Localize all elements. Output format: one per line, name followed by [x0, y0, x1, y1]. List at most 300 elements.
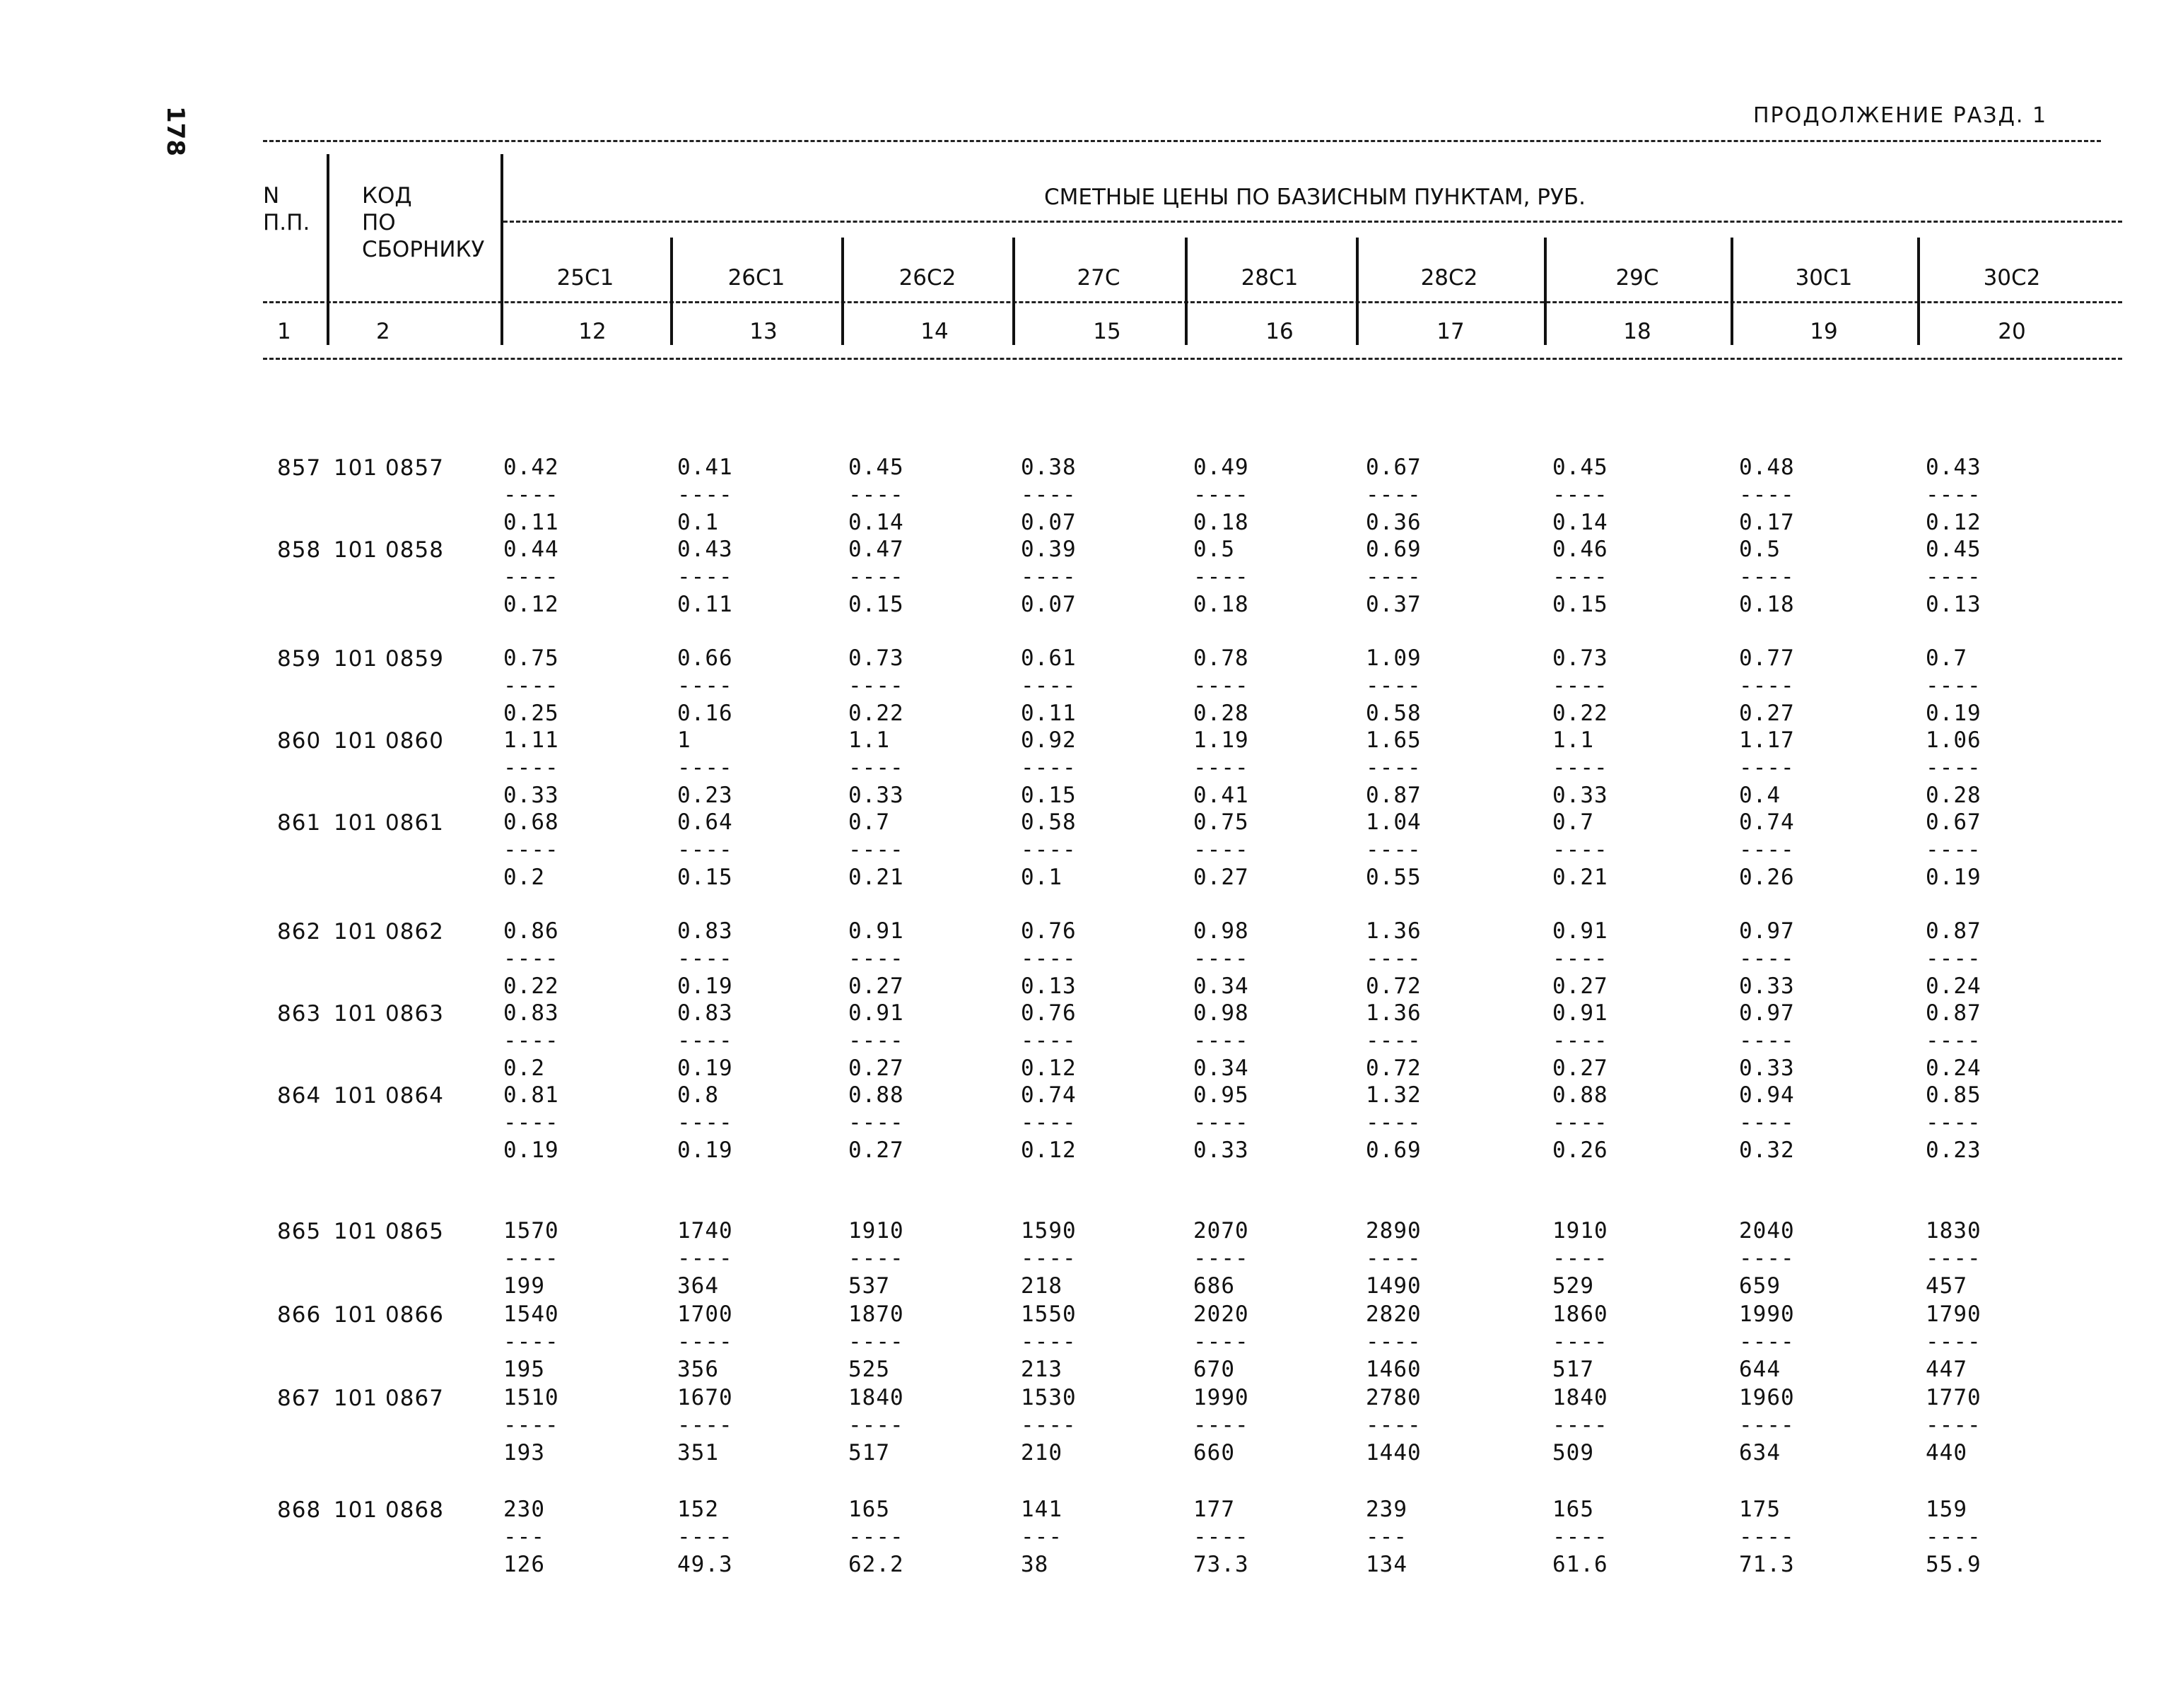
row-number: 867	[277, 1386, 322, 1411]
price-cell	[848, 536, 904, 619]
price-wage: 517	[1552, 1357, 1594, 1382]
price-cell	[1926, 1301, 1981, 1384]
price-wage: 0.18	[1739, 592, 1795, 617]
fraction-bar: ----	[677, 482, 733, 508]
price-wage: 0.27	[848, 1055, 904, 1081]
price-cell	[1366, 1082, 1422, 1164]
fraction-bar: ----	[1193, 564, 1249, 590]
fraction-bar: ----	[1552, 1329, 1608, 1355]
price-total: 1570	[503, 1218, 559, 1244]
price-total: 0.76	[1021, 918, 1077, 944]
price-wage: 218	[1021, 1273, 1062, 1299]
fraction-bar: ----	[848, 946, 904, 971]
row-code: 101 0867	[334, 1386, 444, 1411]
price-cell	[1366, 454, 1422, 537]
price-total: 0.5	[1193, 537, 1235, 562]
price-wage: 0.27	[1552, 1055, 1608, 1081]
header-point: 28С1	[1241, 265, 1299, 291]
price-wage: 0.34	[1193, 973, 1249, 999]
price-cell	[1552, 536, 1608, 619]
price-cell	[677, 809, 733, 891]
price-wage: 0.26	[1739, 865, 1795, 890]
price-wage: 0.12	[1021, 1055, 1077, 1081]
price-cell	[677, 918, 733, 1000]
column-number: 16	[1265, 319, 1294, 344]
row-code: 101 0868	[334, 1497, 444, 1523]
price-total: 1670	[677, 1385, 733, 1410]
price-total: 2820	[1366, 1302, 1422, 1327]
price-wage: 0.07	[1021, 510, 1077, 535]
price-cell	[677, 1082, 733, 1164]
price-wage: 634	[1739, 1440, 1781, 1466]
price-cell	[1739, 454, 1795, 537]
fraction-bar: ----	[1193, 946, 1249, 971]
price-wage: 0.32	[1739, 1137, 1795, 1163]
fraction-bar: ----	[1739, 755, 1795, 780]
fraction-bar: ----	[1739, 1110, 1795, 1135]
price-cell	[677, 1496, 733, 1579]
price-cell	[1926, 809, 1981, 891]
fraction-bar: ----	[677, 946, 733, 971]
price-wage: 0.18	[1193, 592, 1249, 617]
price-wage: 0.24	[1926, 1055, 1981, 1081]
price-wage: 38	[1021, 1552, 1049, 1577]
separator-code	[500, 154, 503, 345]
price-total: 0.78	[1193, 645, 1249, 671]
fraction-bar: ----	[1366, 837, 1422, 862]
price-wage: 0.24	[1926, 973, 1981, 999]
fraction-bar: ----	[1021, 1412, 1077, 1438]
price-total: 0.91	[1552, 918, 1608, 944]
price-total: 0.77	[1739, 645, 1795, 671]
fraction-bar: ----	[1021, 1329, 1077, 1355]
fraction-bar: ----	[1193, 1412, 1249, 1438]
fraction-bar: ----	[1552, 1246, 1608, 1271]
price-total: 0.91	[1552, 1000, 1608, 1026]
price-cell	[1021, 1000, 1077, 1082]
price-total: 0.45	[1926, 537, 1981, 562]
price-wage: 0.2	[503, 1055, 545, 1081]
price-wage: 0.22	[503, 973, 559, 999]
fraction-bar: ----	[848, 837, 904, 862]
fraction-bar: ----	[1739, 1246, 1795, 1271]
price-total: 230	[503, 1497, 545, 1522]
header-point: 28С2	[1420, 265, 1478, 291]
fraction-bar: ----	[848, 673, 904, 698]
header-point: 26С1	[727, 265, 785, 291]
fraction-bar: ----	[677, 1028, 733, 1053]
price-total: 0.98	[1193, 918, 1249, 944]
separator-13	[670, 238, 673, 345]
fraction-bar: ----	[1552, 482, 1608, 508]
price-wage: 0.55	[1366, 865, 1422, 890]
column-number: 18	[1623, 319, 1651, 344]
price-cell	[1739, 727, 1795, 809]
row-number: 859	[277, 646, 322, 672]
price-cell	[1366, 536, 1422, 619]
column-number: 19	[1810, 319, 1838, 344]
fraction-bar: ----	[1193, 755, 1249, 780]
price-wage: 0.11	[677, 592, 733, 617]
price-wage: 356	[677, 1357, 719, 1382]
price-total: 0.7	[1926, 645, 1967, 671]
price-cell	[1552, 918, 1608, 1000]
price-cell	[1021, 1496, 1062, 1579]
price-total: 1770	[1926, 1385, 1981, 1410]
price-cell	[1366, 727, 1422, 809]
price-wage: 71.3	[1739, 1552, 1795, 1577]
price-cell	[848, 1217, 904, 1300]
price-cell	[1193, 1384, 1249, 1467]
price-total: 0.73	[1552, 645, 1608, 671]
price-total: 0.7	[1552, 809, 1594, 835]
price-total: 0.38	[1021, 455, 1077, 480]
price-total: 0.43	[677, 537, 733, 562]
price-cell	[848, 727, 904, 809]
price-cell	[503, 918, 559, 1000]
fraction-bar: ----	[1366, 1110, 1422, 1135]
price-wage: 0.72	[1366, 973, 1422, 999]
fraction-bar: ----	[848, 1246, 904, 1271]
price-cell	[1366, 1301, 1422, 1384]
price-cell	[1552, 1301, 1608, 1384]
price-cell	[1552, 1082, 1608, 1164]
fraction-bar: ----	[1021, 482, 1077, 508]
rule-top	[263, 140, 2101, 142]
fraction-bar: ----	[1021, 837, 1077, 862]
separator-14	[841, 238, 844, 345]
fraction-bar: ----	[1552, 1412, 1608, 1438]
price-cell	[1552, 727, 1608, 809]
price-wage: 447	[1926, 1357, 1967, 1382]
price-total: 239	[1366, 1497, 1407, 1522]
price-cell	[848, 1384, 904, 1467]
price-cell	[1926, 1000, 1981, 1082]
price-cell	[1021, 809, 1077, 891]
price-total: 0.67	[1926, 809, 1981, 835]
header-point: 25С1	[556, 265, 614, 291]
header-point: 30С1	[1795, 265, 1853, 291]
price-cell	[1552, 1000, 1608, 1082]
price-total: 0.69	[1366, 537, 1422, 562]
column-number: 14	[920, 319, 949, 344]
fraction-bar: ----	[1926, 482, 1981, 508]
separator-15	[1012, 238, 1015, 345]
fraction-bar: ----	[1926, 1246, 1981, 1271]
price-cell	[677, 1301, 733, 1384]
fraction-bar: ----	[503, 946, 559, 971]
price-total: 0.47	[848, 537, 904, 562]
price-total: 1.11	[503, 727, 559, 753]
fraction-bar: ----	[1366, 673, 1422, 698]
price-wage: 0.72	[1366, 1055, 1422, 1081]
price-cell	[848, 454, 904, 537]
price-wage: 351	[677, 1440, 719, 1466]
price-wage: 0.33	[1552, 783, 1608, 808]
price-total: 0.83	[503, 1000, 559, 1026]
price-cell	[1552, 645, 1608, 727]
fraction-bar: ----	[503, 1110, 559, 1135]
row-number: 865	[277, 1219, 322, 1244]
price-wage: 0.15	[1021, 783, 1077, 808]
price-cell	[1926, 645, 1981, 727]
separator-19	[1731, 238, 1733, 345]
price-wage: 61.6	[1552, 1552, 1608, 1577]
row-code: 101 0862	[334, 919, 444, 944]
row-code: 101 0859	[334, 646, 444, 672]
price-total: 0.91	[848, 918, 904, 944]
header-group-title: СМЕТНЫЕ ЦЕНЫ ПО БАЗИСНЫМ ПУНКТАМ, РУБ.	[1043, 185, 1586, 210]
fraction-bar: ----	[1193, 1110, 1249, 1135]
price-cell	[1021, 1082, 1077, 1164]
price-total: 1790	[1926, 1302, 1981, 1327]
price-wage: 0.14	[848, 510, 904, 535]
fraction-bar: ----	[1193, 837, 1249, 862]
price-total: 0.64	[677, 809, 733, 835]
header-n	[263, 182, 310, 236]
price-cell	[677, 536, 733, 619]
price-wage: 0.19	[1926, 701, 1981, 726]
fraction-bar: ----	[1021, 1246, 1077, 1271]
price-cell	[1739, 1384, 1795, 1467]
price-total: 1.65	[1366, 727, 1422, 753]
fraction-bar: ----	[677, 1110, 733, 1135]
fraction-bar: ----	[1926, 564, 1981, 590]
price-total: 0.68	[503, 809, 559, 835]
fraction-bar: ----	[1193, 1524, 1249, 1550]
price-total: 0.87	[1926, 918, 1981, 944]
price-cell	[1926, 536, 1981, 619]
fraction-bar: ---	[1366, 1524, 1407, 1550]
price-total: 0.45	[848, 455, 904, 480]
price-total: 0.83	[677, 918, 733, 944]
price-wage: 0.27	[1552, 973, 1608, 999]
price-total: 0.87	[1926, 1000, 1981, 1026]
fraction-bar: ----	[1366, 1246, 1422, 1271]
price-total: 1990	[1193, 1385, 1249, 1410]
fraction-bar: ----	[503, 837, 559, 862]
price-cell	[1193, 1082, 1249, 1164]
price-wage: 0.27	[1739, 701, 1795, 726]
price-total: 1.36	[1366, 918, 1422, 944]
price-cell	[1739, 1082, 1795, 1164]
price-wage: 0.28	[1926, 783, 1981, 808]
price-total: 0.88	[1552, 1082, 1608, 1108]
price-cell	[848, 1082, 904, 1164]
price-cell	[1552, 1384, 1608, 1467]
fraction-bar: ----	[1926, 1412, 1981, 1438]
header-code-line: ПО	[362, 210, 396, 235]
price-total: 0.88	[848, 1082, 904, 1108]
fraction-bar: ----	[848, 1329, 904, 1355]
price-wage: 440	[1926, 1440, 1967, 1466]
price-total: 1.09	[1366, 645, 1422, 671]
price-wage: 0.19	[503, 1137, 559, 1163]
fraction-bar: ----	[848, 1028, 904, 1053]
price-cell	[1739, 1301, 1795, 1384]
price-wage: 0.33	[1739, 1055, 1795, 1081]
price-total: 159	[1926, 1497, 1967, 1522]
price-cell	[1366, 1384, 1422, 1467]
price-wage: 126	[503, 1552, 545, 1577]
price-total: 1550	[1021, 1302, 1077, 1327]
price-total: 0.5	[1739, 537, 1781, 562]
fraction-bar: ---	[503, 1524, 545, 1550]
price-cell	[677, 1000, 733, 1082]
price-wage: 0.19	[677, 1137, 733, 1163]
price-wage: 0.22	[1552, 701, 1608, 726]
price-cell	[677, 727, 733, 809]
price-total: 0.8	[677, 1082, 719, 1108]
fraction-bar: ----	[1021, 755, 1077, 780]
price-total: 0.74	[1021, 1082, 1077, 1108]
price-cell	[677, 1384, 733, 1467]
price-cell	[503, 727, 559, 809]
price-cell	[1021, 536, 1077, 619]
price-total: 1910	[1552, 1218, 1608, 1244]
price-total: 165	[1552, 1497, 1594, 1522]
row-code: 101 0865	[334, 1219, 444, 1244]
separator-18	[1544, 238, 1547, 345]
price-wage: 0.58	[1366, 701, 1422, 726]
price-wage: 0.26	[1552, 1137, 1608, 1163]
price-cell	[1021, 727, 1077, 809]
price-wage: 0.28	[1193, 701, 1249, 726]
price-wage: 55.9	[1926, 1552, 1981, 1577]
price-cell	[677, 645, 733, 727]
price-total: 0.74	[1739, 809, 1795, 835]
fraction-bar: ----	[1193, 1246, 1249, 1271]
price-wage: 0.27	[848, 973, 904, 999]
fraction-bar: ----	[677, 837, 733, 862]
price-total: 1.1	[848, 727, 890, 753]
price-total: 152	[677, 1497, 719, 1522]
price-wage: 0.1	[677, 510, 719, 535]
fraction-bar: ----	[1739, 946, 1795, 971]
price-cell	[1193, 727, 1249, 809]
fraction-bar: ----	[1021, 673, 1077, 698]
price-wage: 660	[1193, 1440, 1235, 1466]
price-wage: 0.12	[1926, 510, 1981, 535]
price-wage: 49.3	[677, 1552, 733, 1577]
price-cell	[1552, 1496, 1608, 1579]
row-number: 862	[277, 919, 322, 944]
price-total: 1	[677, 727, 691, 753]
fraction-bar: ----	[1193, 1028, 1249, 1053]
price-wage: 210	[1021, 1440, 1062, 1466]
fraction-bar: ----	[503, 564, 559, 590]
price-cell	[1193, 1496, 1249, 1579]
row-number: 866	[277, 1302, 322, 1328]
fraction-bar: ----	[1193, 482, 1249, 508]
price-cell	[1193, 454, 1249, 537]
fraction-bar: ----	[677, 1246, 733, 1271]
price-total: 1870	[848, 1302, 904, 1327]
price-cell	[1739, 809, 1795, 891]
price-total: 0.81	[503, 1082, 559, 1108]
price-wage: 0.1	[1021, 865, 1062, 890]
price-total: 1530	[1021, 1385, 1077, 1410]
price-cell	[1739, 1496, 1795, 1579]
fraction-bar: ----	[848, 482, 904, 508]
separator-17	[1356, 238, 1359, 345]
fraction-bar: ----	[1926, 837, 1981, 862]
fraction-bar: ----	[1926, 755, 1981, 780]
price-total: 0.97	[1739, 1000, 1795, 1026]
price-wage: 659	[1739, 1273, 1781, 1299]
price-cell	[1366, 918, 1422, 1000]
price-total: 0.92	[1021, 727, 1077, 753]
price-total: 1740	[677, 1218, 733, 1244]
price-cell	[1366, 1496, 1407, 1579]
fraction-bar: ----	[1552, 755, 1608, 780]
row-code: 101 0858	[334, 537, 444, 563]
price-cell	[1739, 645, 1795, 727]
column-number: 2	[376, 319, 390, 344]
price-wage: 0.87	[1366, 783, 1422, 808]
price-cell	[1926, 918, 1981, 1000]
price-cell	[1021, 645, 1077, 727]
fraction-bar: ----	[1021, 1110, 1077, 1135]
row-number: 863	[277, 1001, 322, 1026]
price-wage: 0.15	[677, 865, 733, 890]
price-total: 1990	[1739, 1302, 1795, 1327]
price-total: 0.98	[1193, 1000, 1249, 1026]
fraction-bar: ----	[1739, 482, 1795, 508]
price-wage: 0.33	[1739, 973, 1795, 999]
price-total: 1.36	[1366, 1000, 1422, 1026]
fraction-bar: ----	[1926, 1028, 1981, 1053]
column-number: 1	[277, 319, 291, 344]
fraction-bar: ----	[503, 1028, 559, 1053]
price-wage: 0.27	[848, 1137, 904, 1163]
price-wage: 1460	[1366, 1357, 1422, 1382]
price-cell	[1926, 1217, 1981, 1300]
price-total: 175	[1739, 1497, 1781, 1522]
price-total: 2020	[1193, 1302, 1249, 1327]
price-total: 1590	[1021, 1218, 1077, 1244]
price-wage: 0.23	[677, 783, 733, 808]
price-cell	[1193, 536, 1249, 619]
price-wage: 529	[1552, 1273, 1594, 1299]
row-number: 861	[277, 810, 322, 836]
fraction-bar: ----	[1193, 1329, 1249, 1355]
fraction-bar: ----	[1926, 946, 1981, 971]
row-code: 101 0857	[334, 455, 444, 481]
row-number: 857	[277, 455, 322, 481]
price-wage: 0.17	[1739, 510, 1795, 535]
price-wage: 0.33	[848, 783, 904, 808]
price-total: 0.42	[503, 455, 559, 480]
fraction-bar: ----	[677, 1412, 733, 1438]
price-cell	[848, 1301, 904, 1384]
fraction-bar: ----	[1739, 1412, 1795, 1438]
price-wage: 0.19	[677, 1055, 733, 1081]
fraction-bar: ----	[1366, 946, 1422, 971]
fraction-bar: ----	[677, 1329, 733, 1355]
price-total: 0.46	[1552, 537, 1608, 562]
price-wage: 509	[1552, 1440, 1594, 1466]
price-cell	[1021, 1384, 1077, 1467]
fraction-bar: ---	[1021, 1524, 1062, 1550]
price-cell	[503, 1496, 545, 1579]
price-wage: 0.11	[1021, 701, 1077, 726]
fraction-bar: ----	[1926, 673, 1981, 698]
price-cell	[1193, 645, 1249, 727]
price-total: 0.85	[1926, 1082, 1981, 1108]
separator-20	[1917, 238, 1920, 345]
column-number: 15	[1093, 319, 1121, 344]
